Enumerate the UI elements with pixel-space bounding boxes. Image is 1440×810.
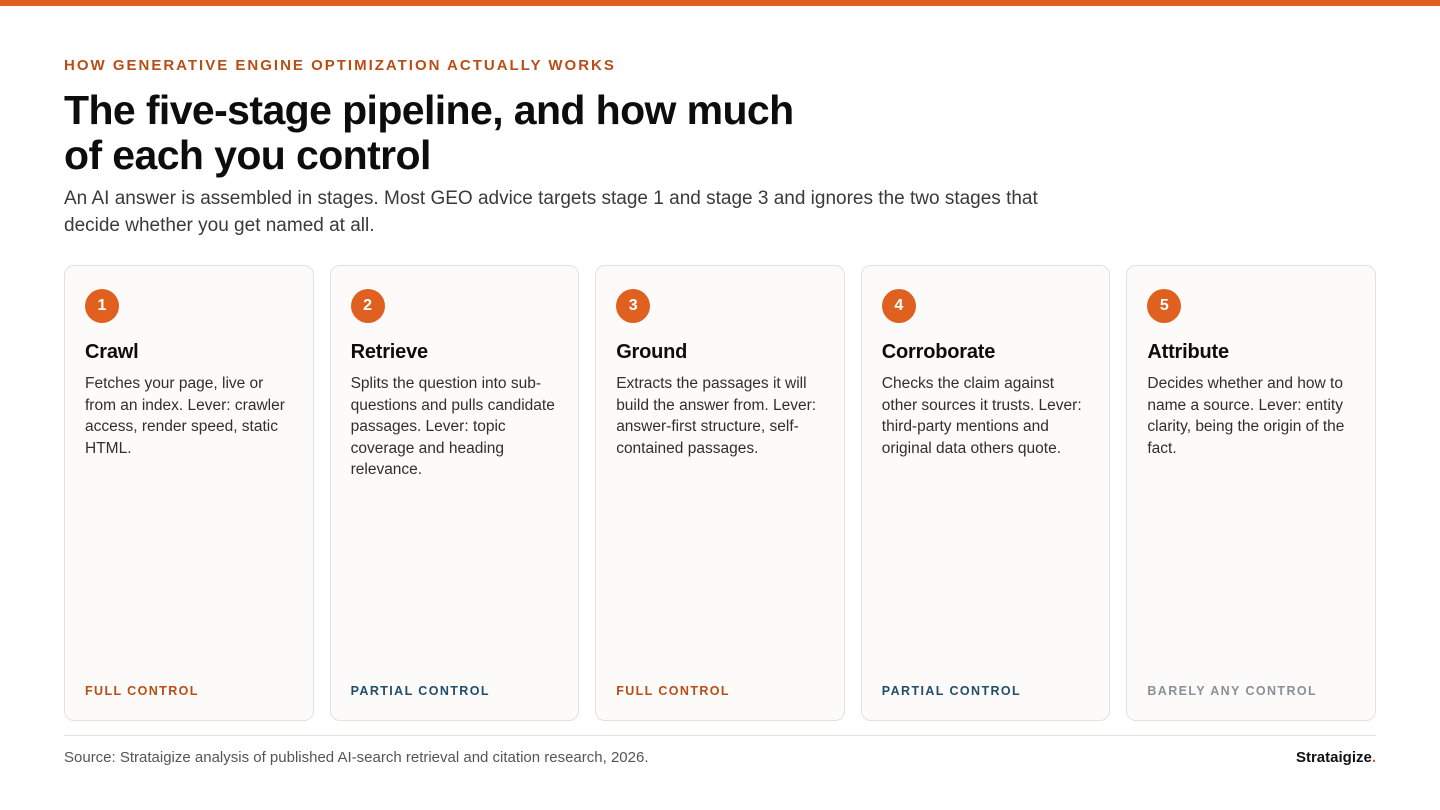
- stage-number-badge: 3: [616, 289, 650, 323]
- stage-title: Retrieve: [350, 341, 428, 363]
- stage-title: Crawl: [85, 341, 139, 363]
- stage-card-attribute: [1126, 265, 1376, 721]
- stage-number-badge: 1: [85, 289, 119, 323]
- stage-description: Fetches your page, live or from an index. Lever: crawler access, render speed, static HTML.: [85, 375, 285, 457]
- stage-card-ground: [595, 265, 845, 721]
- stage-number-badge: 2: [351, 289, 385, 323]
- control-level-label: FULL CONTROL: [616, 684, 730, 698]
- control-level-label: PARTIAL CONTROL: [350, 684, 490, 698]
- source-note: Source: Strataigize analysis of published AI-search retrieval and citation research, 2026.: [64, 749, 649, 766]
- stage-description: Splits the question into sub-questions and pulls candidate passages. Lever: topic coverage and heading relevance.: [350, 375, 555, 479]
- stage-title: Corroborate: [881, 341, 996, 363]
- page-title: The five-stage pipeline, and how much of each you control: [64, 87, 794, 178]
- footer-divider: [64, 735, 1376, 736]
- stage-card-crawl: [64, 265, 314, 721]
- eyebrow-label: HOW GENERATIVE ENGINE OPTIMIZATION ACTUALLY WORKS: [64, 57, 616, 74]
- brand-name: Strataigize: [1295, 749, 1372, 766]
- page-subtitle: An AI answer is assembled in stages. Most GEO advice targets stage 1 and stage 3 and ignores the two stages that decide whether you get named at all.: [64, 188, 1038, 236]
- stage-description: Extracts the passages it will build the answer from. Lever: answer-first structure, self-contained passages.: [616, 375, 817, 457]
- stage-description: Decides whether and how to name a source. Lever: entity clarity, being the origin of the fact.: [1147, 375, 1345, 457]
- stage-card-retrieve: [330, 265, 580, 721]
- stage-title: Ground: [616, 341, 688, 363]
- stage-card-corroborate: [861, 265, 1111, 721]
- stage-description: Checks the claim against other sources it trusts. Lever: third-party mentions and original data others quote.: [881, 375, 1082, 457]
- stage-number-badge: 5: [1147, 289, 1181, 323]
- brand-logo: [1296, 749, 1376, 766]
- control-level-label: BARELY ANY CONTROL: [1147, 684, 1318, 698]
- top-accent-bar: [0, 0, 1440, 6]
- pipeline-stages: [64, 265, 1376, 721]
- control-level-label: FULL CONTROL: [85, 684, 199, 698]
- control-level-label: PARTIAL CONTROL: [881, 684, 1022, 698]
- stage-number-badge: 4: [882, 289, 916, 323]
- stage-title: Attribute: [1147, 341, 1229, 363]
- brand-dot: .: [1371, 749, 1376, 766]
